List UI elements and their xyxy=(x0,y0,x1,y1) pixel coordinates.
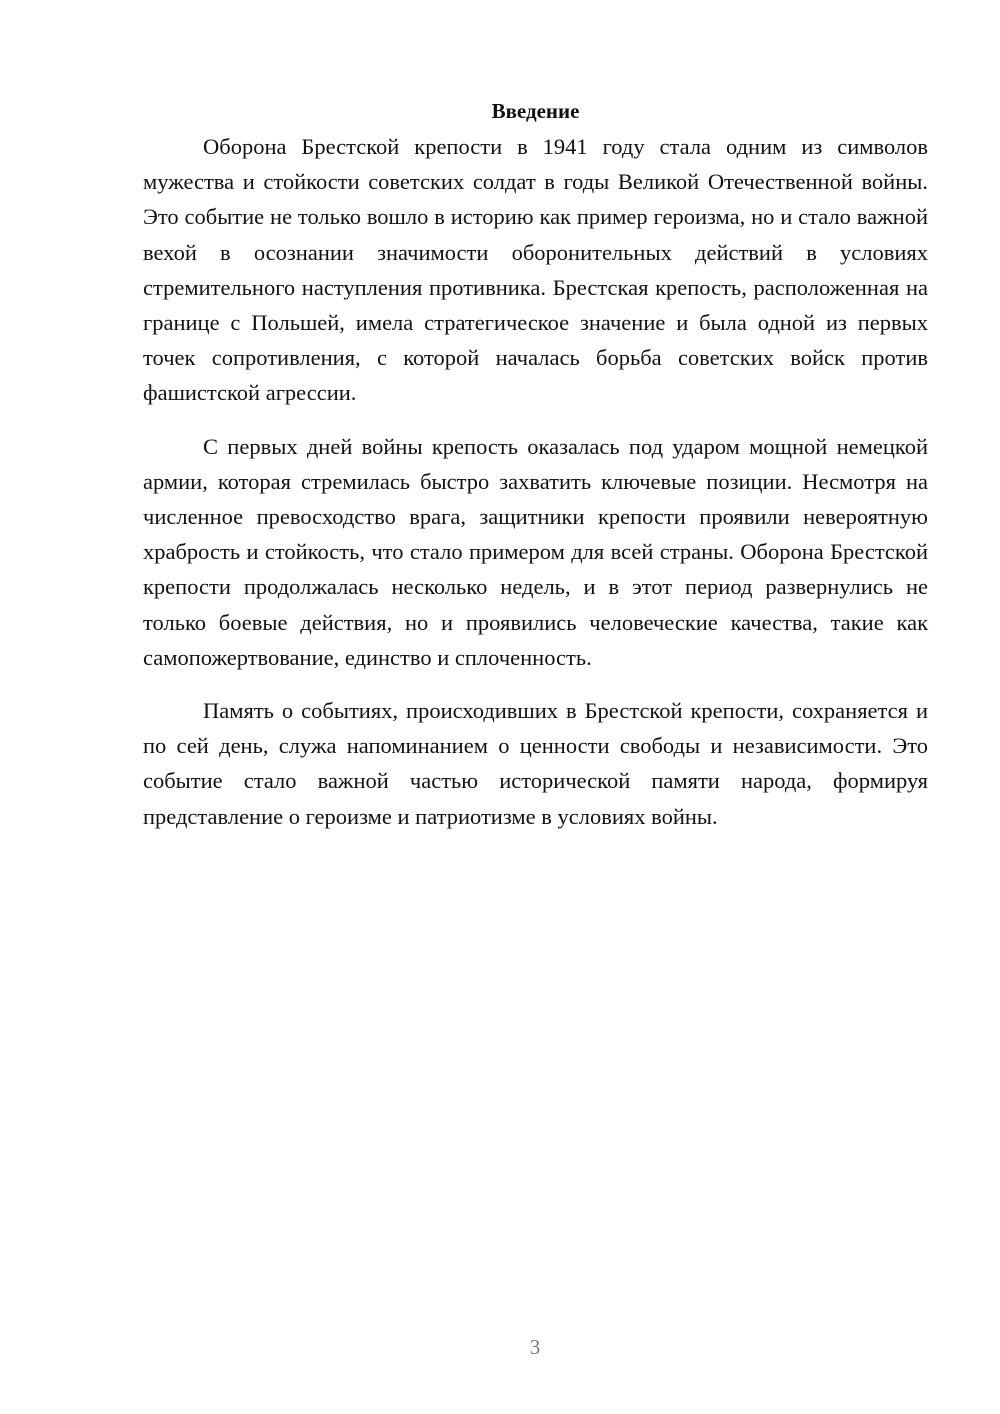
paragraph-1: Оборона Брестской крепости в 1941 году стала одним из символов мужества и стойкости советских солдат в годы Великой Отечественной войны. Это событие не только вошло в историю как пример героизма, но и стало важной вехой в осознании значимости оборонительных действий в условиях стремительного наступления противника. Брестская крепость, расположенная на границе с Польшей, имела стратегическое значение и была одной из первых точек сопротивления, с которой началась борьба советских войск против фашистской агрессии. xyxy=(143,134,928,406)
page-content xyxy=(143,94,928,834)
section-heading: Введение xyxy=(491,99,580,123)
paragraph-2: С первых дней войны крепость оказалась под ударом мощной немецкой армии, которая стремилась быстро захватить ключевые позиции. Несмотря на численное превосходство врага, защитники крепости проявили невероятную храбрость и стойкость, что стало примером для всей страны. Оборона Брестской крепости продолжалась несколько недель, и в этот период развернулись не только боевые действия, но и проявились человеческие качества, такие как самопожертвование, единство и сплоченность. xyxy=(143,433,928,670)
paragraph-3: Память о событиях, происходивших в Брестской крепости, сохраняется и по сей день, служа напоминанием о ценности свободы и независимости. Это событие стало важной частью исторической памяти народа, формируя представление о героизме и патриотизме в условиях войны. xyxy=(143,698,928,829)
page-number: 3 xyxy=(529,1335,541,1359)
